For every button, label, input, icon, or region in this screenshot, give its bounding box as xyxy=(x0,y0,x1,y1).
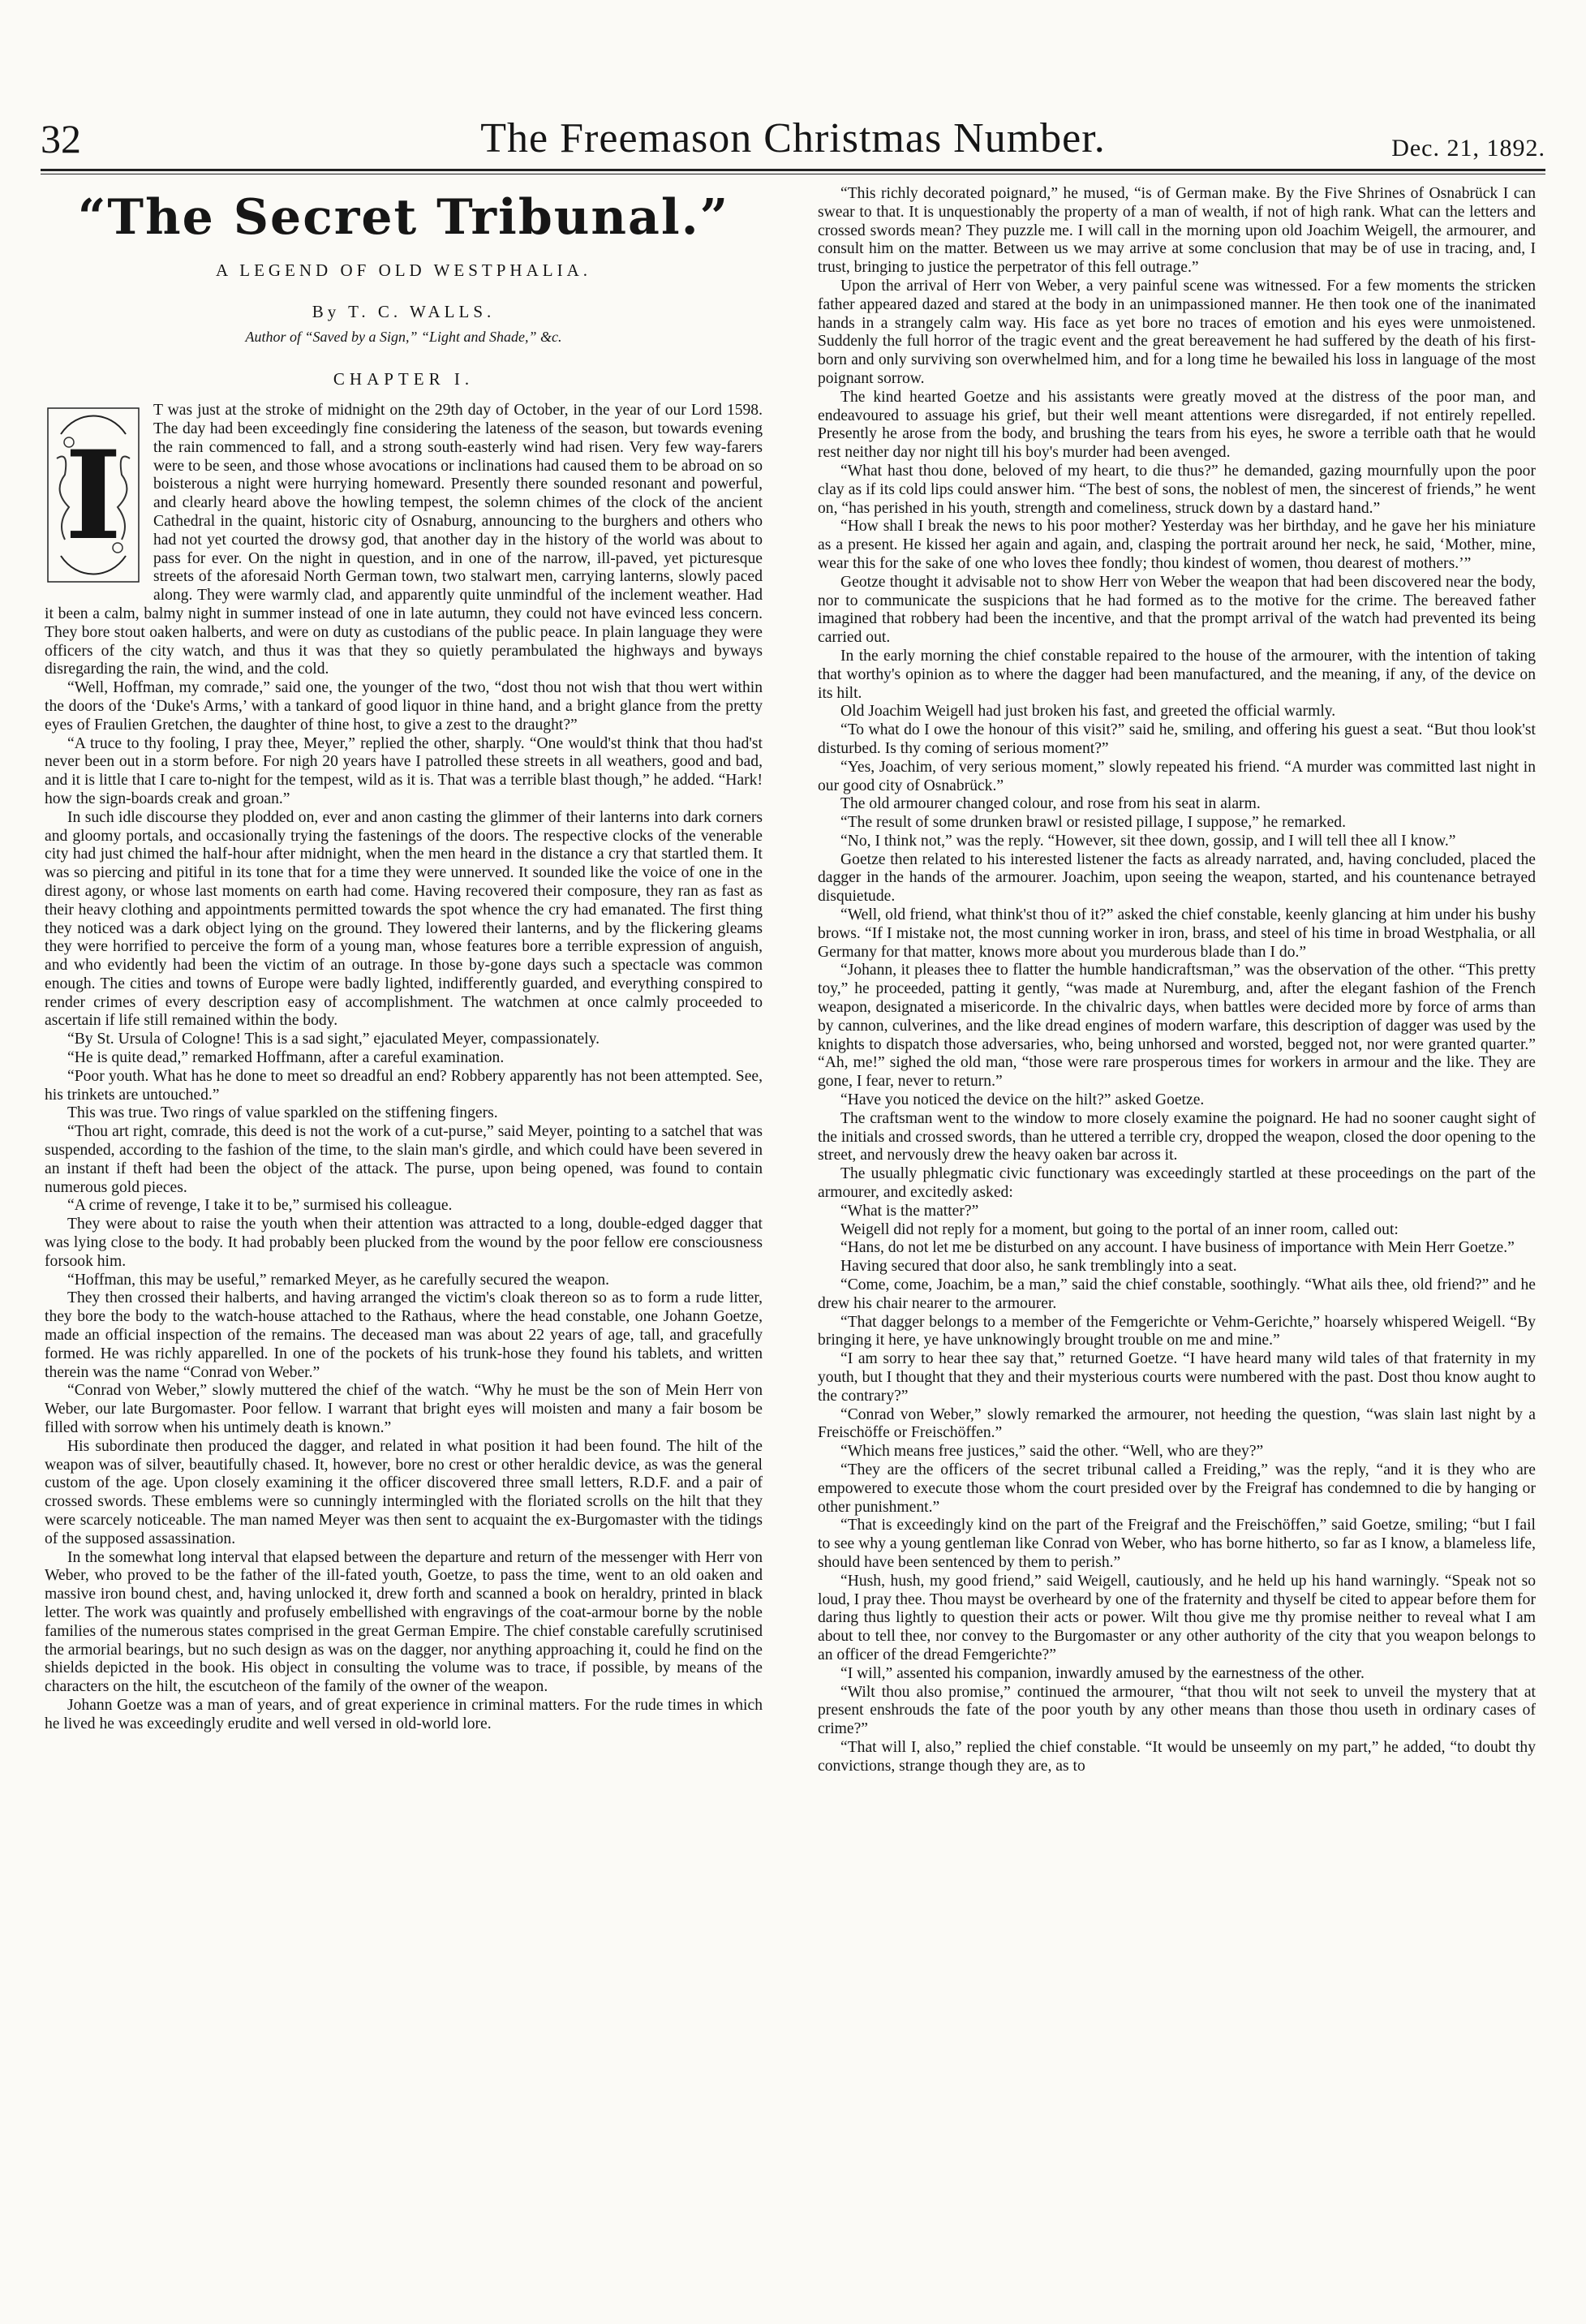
publication-title: The Freemason Christmas Number. xyxy=(480,115,1106,161)
left-column-text xyxy=(45,402,763,1733)
header-rule-thick xyxy=(41,169,1545,171)
paragraph: “He is quite dead,” remarked Hoffmann, after a careful examination. xyxy=(67,1049,505,1067)
paragraph: “I am sorry to hear thee say that,” returned Goetze. “I have heard many wild tales of that fraternity in my youth, but I thought that they and their mysterious courts were numbered with the past. Dost thou know aught to the contrary?” xyxy=(818,1350,1536,1405)
paragraph: “A crime of revenge, I take it to be,” surmised his colleague. xyxy=(67,1197,453,1215)
paragraph: “Hoffman, this may be useful,” remarked Meyer, as he carefully secured the weapon. xyxy=(67,1271,610,1289)
paragraph: “That dagger belongs to a member of the Femgerichte or Vehm-Gerichte,” hoarsely whispered Weigell. “By bringing it here, ye have unknowingly brought trouble on me and mine.” xyxy=(818,1313,1536,1349)
paragraph: The kind hearted Goetze and his assistants were greatly moved at the distress of the poor man, and endeavoured to assuage his grief, but their well meant attentions were disregarded, if not entirely repelled. Presently he arose from the body, and brushing the tears from his eyes, he swore a terrible oath that he would rest neither day nor night till his boy's murder had been avenged. xyxy=(818,388,1536,462)
paragraph: “Thou art right, comrade, this deed is not the work of a cut-purse,” said Meyer, pointing to a satchel that was suspended, according to the fashion of the time, to the slain man's girdle, and which could have been severed in an instant if theft had been the object of the attack. The purse, upon being opened, was found to contain numerous gold pieces. xyxy=(45,1123,763,1196)
paragraph: The old armourer changed colour, and rose from his seat in alarm. xyxy=(840,795,1261,813)
paragraph: “How shall I break the news to his poor mother? Yesterday was her birthday, and he gave her his miniature as a present. He kissed her again and again, and, clasping the portrait around her neck, he said, ‘Mother, mine, wear this for the sake of one who loves thee fondly; thou kindest of women, thou dearest of mothers.’” xyxy=(818,518,1536,572)
paragraph: “Johann, it pleases thee to flatter the humble handicraftsman,” was the observation of the other. “This pretty toy,” he proceeded, patting it gently, “was made at Nuremburg, and, after the elegant fashion of the French weapon, designated a misericorde. In the chivalric days, when battles were decided more by force of arms than by cannon, culverines, and the like dread engines of modern warfare, this description of dagger was used by the knights to dispatch those adversaries, who, being unhorsed and worsted, begged not, nor were granted quarter.” “Ah, me!” sighed the old man, “those were rare prosperous times for workers in armour and the like. They are gone, I fear, never to return.” xyxy=(818,962,1536,1091)
decorated-initial xyxy=(45,402,142,588)
paragraph: “To what do I owe the honour of this visit?” said he, smiling, and offering his guest a seat. “But thou look'st disturbed. Is thy coming of serious moment?” xyxy=(818,721,1536,757)
paragraph: “Wilt thou also promise,” continued the armourer, “that thou wilt not seek to unveil the mystery that at present enshrouds the fate of the poor youth by any other means than those thou useth in ordinary cases of crime?” xyxy=(818,1683,1536,1738)
paragraph: “Yes, Joachim, of very serious moment,” slowly repeated his friend. “A murder was committed last night in our good city of Osnabrück.” xyxy=(818,758,1536,794)
paragraph: T was just at the stroke of midnight on the 29th day of October, in the year of our Lord 1598. The day had been exceedingly fine considering the lateness of the season, but towards evening the rain commenced to fall, and a strong south-easterly wind had risen. Very few way-farers were to be seen, and those whose avocations or inclinations had caused them to be abroad on so boisterous a night were hurrying homeward. Presently there sounded resonant and powerful, and clearly heard above the howling tempest, the solemn chimes of the clock of the ancient Cathedral in the quaint, historic city of Osnaburg, announcing to the burghers and others who had not yet courted the drowsy god, that another day in the history of the world was about to pass for ever. On the night in question, and in one of the narrow, ill-paved, yet picturesque streets of the aforesaid North German town, two stalwart men, carrying lanterns, slowly paced along. They were warmly clad, and apparently quite unmindful of the inclement weather. Had it been a calm, balmy night in summer instead of one in late autumn, they could not have evinced less concern. They bore stout oaken halberts, and were on duty as custodians of the public peace. In plain language they were officers of the city watch, and thus it was that they so quietly perambulated the highways and byways disregarding the rain, the wind, and the cold. xyxy=(45,402,763,678)
paragraph: “Have you noticed the device on the hilt?” asked Goetze. xyxy=(840,1091,1205,1109)
paragraph: “Hush, hush, my good friend,” said Weigell, cautiously, and he held up his hand warningly. “Speak not so loud, I pray thee. Thou mayst be overheard by one of the fraternity and thyself be cited to appear before them for daring thus lightly to question their acts or power. Wilt thou give me thy promise neither to reveal what I am about to tell thee, nor convey to the Burgomaster or any other authority of the city that you weapon belongs to an officer of the dread Femgerichte?” xyxy=(818,1572,1536,1663)
paragraph: “By St. Ursula of Cologne! This is a sad sight,” ejaculated Meyer, compassionately. xyxy=(67,1031,600,1048)
paragraph: “That is exceedingly kind on the part of the Freigraf and the Freischöffen,” said Goetze, smiling; “but I fail to see why a young gentleman like Conrad von Weber, who has borne hitherto, so far as I know, a blameless life, should have been sentenced by them to perish.” xyxy=(818,1517,1536,1571)
paragraph: “I will,” assented his companion, inwardly amused by the earnestness of the other. xyxy=(840,1664,1365,1682)
paragraph: His subordinate then produced the dagger, and related in what position it had been found. The hilt of the weapon was of silver, beautifully chased. It, however, bore no crest or other heraldic device, as was the general custom of the age. Upon closely examining it the officer discovered three small letters, R.D.F. and a pair of crossed swords. These emblems were so cunningly intermingled with the floriated scrolls on the hilt that they were scarcely noticeable. The man named Meyer was then sent to acquaint the ex-Burgomaster with the tidings of the supposed assassination. xyxy=(45,1437,763,1547)
paragraph: “A truce to thy fooling, I pray thee, Meyer,” replied the other, sharply. “One would'st think that thou had'st never been out in a storm before. For nigh 20 years have I patrolled these streets in all weathers, good and bad, and it is little that I care to-night for the tempest, wild as it is. That was a terrible blast though,” he added. “Hark! how the sign-boards creak and groan.” xyxy=(45,734,763,807)
article-title: “The Secret Tribunal.” xyxy=(77,189,730,246)
paragraph: Old Joachim Weigell had just broken his fast, and greeted the official warmly. xyxy=(840,703,1336,721)
page-number: 32 xyxy=(41,116,81,161)
paragraph: They then crossed their halberts, and having arranged the victim's cloak thereon so as to form a rude litter, they bore the body to the watch-house attached to the Rathaus, where the head constable, one Johann Goetze, made an official inspection of the remains. The deceased man was about 22 years of age, tall, and gracefully formed. He was richly apparelled. In one of the pockets of his trunk-hose they found his tablets, and written therein was the name “Conrad von Weber.” xyxy=(45,1289,763,1381)
paragraph: “They are the officers of the secret tribunal called a Freiding,” was the reply, “and it is they who are empowered to execute those whom the court presided over by the Freigraf has condemned to die by hanging or other punishment.” xyxy=(818,1461,1536,1516)
paragraph: “What hast thou done, beloved of my heart, to die thus?” he demanded, gazing mournfully upon the poor clay as if its cold lips could answer him. “The best of sons, the noblest of men, the sincerest of friends,” he went on, “has perished in his youth, strength and comeliness, struck down by a dastard hand.” xyxy=(818,462,1536,517)
paragraph: “Come, come, Joachim, be a man,” said the chief constable, soothingly. “What ails thee, old friend?” and he drew his chair nearer to the armourer. xyxy=(818,1276,1536,1312)
right-column-text xyxy=(818,185,1536,1776)
paragraph: “Which means free justices,” said the other. “Well, who are they?” xyxy=(840,1443,1264,1461)
paragraph: “Poor youth. What has he done to meet so dreadful an end? Robbery apparently has not been attempted. See, his trinkets are untouched.” xyxy=(45,1067,763,1104)
paragraph: Johann Goetze was a man of years, and of great experience in criminal matters. For the rude times in which he lived he was exceedingly erudite and well versed in old-world lore. xyxy=(45,1696,763,1732)
author-note: Author of “Saved by a Sign,” “Light and Shade,” &c. xyxy=(245,328,562,345)
paragraph: In such idle discourse they plodded on, ever and anon casting the glimmer of their lanterns into dark corners and gloomy portals, and occasionally trying the fastenings of the doors. The respective clocks of the venerable city had just chimed the half-hour after midnight, when the men heard in the distance a cry that startled them. It was so piercing and pitiful in its tone that for a time they were unnerved. It sounded like the voice of one in the direst agony, or whose last moments on earth had come. Having recovered their composure, they ran as fast as their heavy clothing and appointments permitted towards the spot whence the cry had emanated. The first thing they noticed was a dark object lying on the ground. They lowered their lanterns, and by the flickering gleams they were horrified to perceive the form of a young man, whose features bore a terrible expression of anguish, and who evidently had been the victim of an outrage. In those by-gone days such a spectacle was common enough. The cities and towns of Europe were badly lighted, indifferently guarded, and everything conspired to render crimes of every description easy of accomplishment. The watchmen at once calmly proceeded to ascertain if life still remained within the body. xyxy=(45,808,763,1030)
paragraph: “That will I, also,” replied the chief constable. “It would be unseemly on my part,” he added, “to doubt thy convictions, strange though they are, as to xyxy=(818,1738,1536,1775)
paragraph: “No, I think not,” was the reply. “However, sit thee down, gossip, and I will tell thee all I know.” xyxy=(840,832,1456,850)
paragraph: Geotze thought it advisable not to show Herr von Weber the weapon that had been discovered near the body, nor to communicate the suspicions that he had formed as to the motive for the crime. The bereaved father imagined that robbery had been the incentive, and that the prompt arrival of the watch had prevented its being carried out. xyxy=(818,573,1536,647)
right-column xyxy=(818,185,1536,1776)
paragraph: “What is the matter?” xyxy=(840,1202,979,1220)
paragraph: “Conrad von Weber,” slowly remarked the armourer, not heeding the question, “was slain last night by a Freischöffe or Freischöffen.” xyxy=(818,1405,1536,1442)
initial-letter: I xyxy=(64,424,122,568)
paragraph: “Well, old friend, what think'st thou of it?” asked the chief constable, keenly glancing at him under his bushy brows. “If I mistake not, the most cunning worker in iron, brass, and steel of his time in broad Westphalia, or all Germany for that matter, knows more about you murderous blade than I do.” xyxy=(818,906,1536,961)
paragraph: The craftsman went to the window to more closely examine the poignard. He had no sooner caught sight of the initials and crossed swords, than he uttered a terrible cry, dropped the weapon, closed the door opening to the street, and nervously drew the heavy oaken bar across it. xyxy=(818,1109,1536,1164)
paragraph: “Hans, do not let me be disturbed on any account. I have business of importance with Mein Herr Goetze.” xyxy=(840,1239,1515,1257)
paragraph: Upon the arrival of Herr von Weber, a very painful scene was witnessed. For a few moments the stricken father appeared dazed and stared at the body in an unimpassioned manner. He then took one of the inanimated hands in a strangely calm way. His face as yet bore no traces of emotion and his eyes were unmoistened. Suddenly the full horror of the tragic event and the great bereavement he had suffered by the death of his first-born and only surviving son overwhelmed him, and for a long time he bewailed his loss in language of the most poignant sorrow. xyxy=(818,277,1536,387)
paragraph: They were about to raise the youth when their attention was attracted to a long, double-edged dagger that was lying close to the body. It had probably been plucked from the wound by the poor fellow ere consciousness forsook him. xyxy=(45,1216,763,1270)
paragraph: The usually phlegmatic civic functionary was exceedingly startled at these proceedings on the part of the armourer, and excitedly asked: xyxy=(818,1165,1536,1202)
article-subtitle: A LEGEND OF OLD WESTPHALIA. xyxy=(215,260,591,280)
paragraph: “Well, Hoffman, my comrade,” said one, the younger of the two, “dost thou not wish that thou wert within the doors of the ‘Duke's Arms,’ with a tankard of good liquor in thine hand, and a bright glance from the pretty eyes of Fraulien Gretchen, the daughter of thine host, to give a zest to the draught?” xyxy=(45,679,763,734)
issue-date: Dec. 21, 1892. xyxy=(1391,135,1545,161)
decorated-initial-icon xyxy=(45,402,142,588)
paragraph: Weigell did not reply for a moment, but going to the portal of an inner room, called out: xyxy=(840,1220,1399,1238)
paragraph: “Conrad von Weber,” slowly muttered the chief of the watch. “Why he must be the son of Mein Herr von Weber, our late Burgomaster. Poor fellow. I warrant that bright eyes will moisten and many a fair bosom be filled with sorrow when his untimely death is known.” xyxy=(45,1382,763,1437)
paragraph: Having secured that door also, he sank tremblingly into a seat. xyxy=(840,1258,1237,1276)
paragraph: In the somewhat long interval that elapsed between the departure and return of the messenger with Herr von Weber, who proved to be the father of the ill-fated youth, Goetze, to pass the time, went to an old oaken and massive iron bound chest, and, having unlocked it, drew forth and scanned a book on heraldry, printed in black letter. The work was quaintly and profusely embellished with engravings of the coat-armour borne by the noble families of the numerous states comprised in the great German Empire. The chief constable carefully scrutinised the armorial bearings, but no such design as was on the dagger, nor anything approaching it, could he find on the shields depicted in the book. His object in consulting the volume was to trace, if possible, by means of the characters on the hilt, the escutcheon of the family of the owner of the weapon. xyxy=(45,1548,763,1696)
paragraph: This was true. Two rings of value sparkled on the stiffening fingers. xyxy=(67,1104,498,1122)
paragraph: “The result of some drunken brawl or resisted pillage, I suppose,” he remarked. xyxy=(840,814,1346,832)
article-byline: By T. C. WALLS. xyxy=(312,301,496,321)
paragraph: In the early morning the chief constable repaired to the house of the armourer, with the intention of taking that worthy's opinion as to where the dagger had been manufactured, and the meaning, if any, of the device on its hilt. xyxy=(818,647,1536,702)
paragraph: “This richly decorated poignard,” he mused, “is of German make. By the Five Shrines of Osnabrück I can swear to that. It is unquestionably the property of a man of wealth, if not of high rank. What can the letters and crossed swords mean? They puzzle me. I will call in the morning upon old Joachim Weigell, the armourer, and consult him on the matter. Between us we may arrive at some conclusion that may be of use in tracing, and, I trust, bringing to justice the perpetrator of this fell outrage.” xyxy=(818,185,1536,277)
chapter-heading: CHAPTER I. xyxy=(333,369,475,389)
left-column xyxy=(45,185,763,1734)
paragraph: Goetze then related to his interested listener the facts as already narrated, and, having concluded, placed the dagger in the hands of the armourer. Joachim, upon seeing the weapon, started, and his countenance betrayed disquietude. xyxy=(818,850,1536,906)
page-header xyxy=(41,114,1545,162)
